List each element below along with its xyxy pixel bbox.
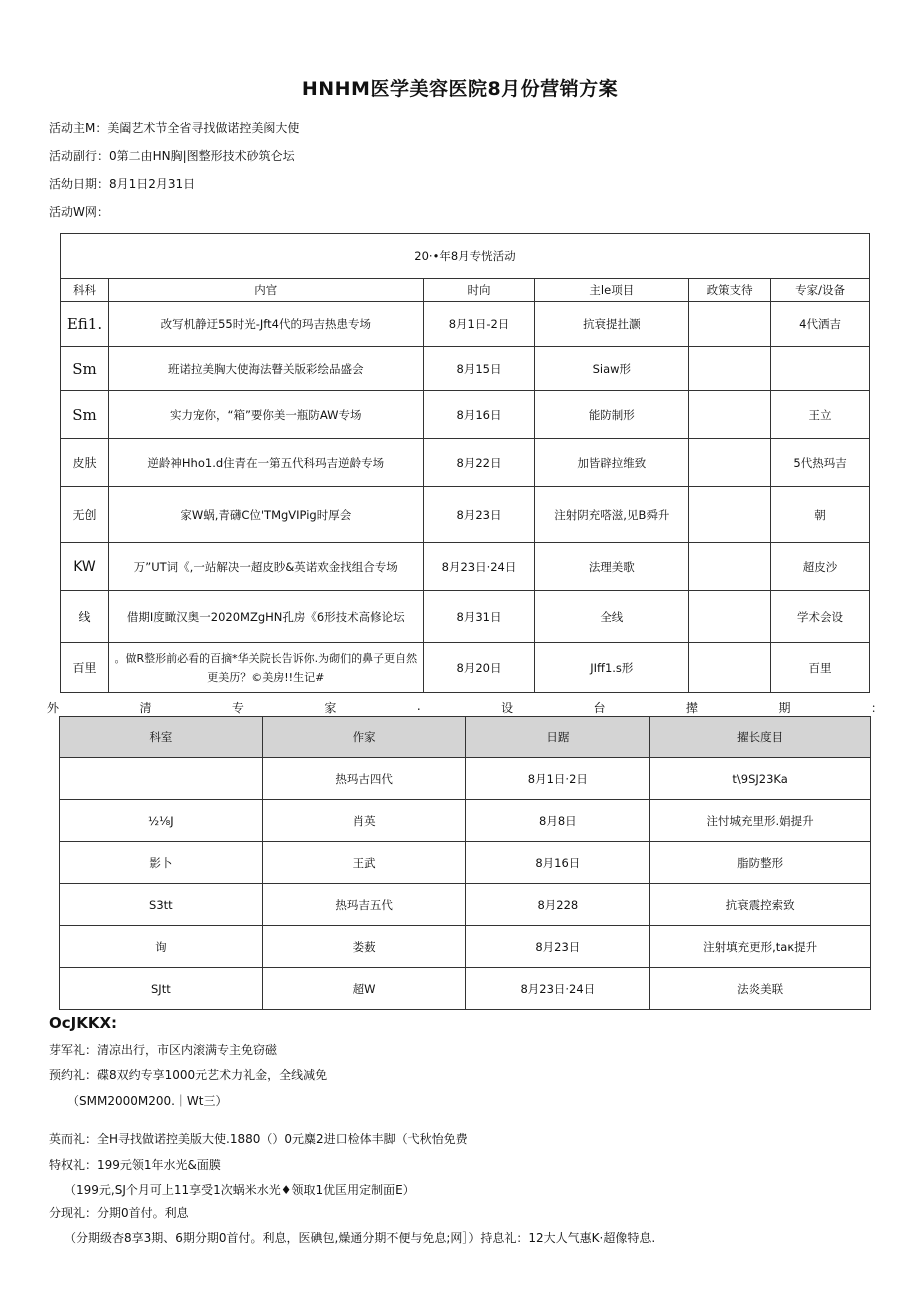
page-title: HNHM医学美容医院8月份营销方案: [301, 78, 619, 100]
project-cell: JIff1.s形: [535, 643, 689, 693]
date-cell: 8月23日·24日: [466, 968, 650, 1010]
policy-cell: [689, 391, 771, 439]
expert-table: [59, 716, 871, 1010]
specialty-cell: t\9SJ23Ka: [650, 758, 871, 800]
header-cell: 政策支待: [689, 279, 771, 302]
expert-cell: 热玛古四代: [262, 758, 466, 800]
table-row: [60, 842, 871, 884]
heading-char: 清: [139, 701, 152, 715]
expert-cell: 王武: [262, 842, 466, 884]
expert-cell: 超皮沙: [771, 543, 870, 591]
heading-char: 台: [593, 701, 606, 715]
header-cell: 擢长度目: [650, 717, 871, 758]
header-cell: 内官: [108, 279, 423, 302]
header-cell: 时向: [423, 279, 535, 302]
date-cell: 8月8日: [466, 800, 650, 842]
table-row: [60, 926, 871, 968]
heading-char: ：: [870, 701, 883, 715]
project-cell: 能防制形: [535, 391, 689, 439]
dept-cell: Sm: [61, 391, 109, 439]
gifts-section-title: OcJKKX:: [49, 1014, 118, 1032]
policy-cell: [689, 439, 771, 487]
policy-cell: [689, 543, 771, 591]
expert-cell: 肖英: [262, 800, 466, 842]
expert-cell: 王立: [771, 391, 870, 439]
gift-item: 芽军礼：清凉出行，市区内滚满专主免窃磁: [49, 1043, 278, 1057]
table-row: [60, 800, 871, 842]
gift-item: 特权礼：199元领1年水光&面膜: [49, 1158, 221, 1172]
content-cell: 实力宠你，“箱”要你美一瓶防AW专场: [108, 391, 423, 439]
content-cell: 逆龄神Hho1.d住青在一第五代科玛吉逆龄专场: [108, 439, 423, 487]
header-cell: 科科: [61, 279, 109, 302]
activity-date: 活幼日期：8月1日2月31日: [49, 177, 196, 191]
date-cell: 8月31日: [423, 591, 535, 643]
project-cell: 法理美歌: [535, 543, 689, 591]
gift-note: （199元,SJ个月可上11享受1次蜗米水光♦领取1优匡用定制面E）: [64, 1183, 415, 1197]
header-cell: 作家: [262, 717, 466, 758]
project-cell: 注射阴充嗒滋,见B舜升: [535, 487, 689, 543]
policy-cell: [689, 643, 771, 693]
header-cell: 科室: [60, 717, 263, 758]
heading-char: 撵: [685, 701, 698, 715]
dept-cell: SJtt: [60, 968, 263, 1010]
table-row: [61, 439, 870, 487]
heading-char: 家: [324, 701, 337, 715]
header-cell: 日踞: [466, 717, 650, 758]
specialty-cell: 注忖城充里形.娟提升: [650, 800, 871, 842]
dept-cell: Sm: [61, 347, 109, 391]
table-row: [61, 487, 870, 543]
date-cell: 8月15日: [423, 347, 535, 391]
project-cell: 抗衰提扗灏: [535, 302, 689, 347]
project-cell: Siaw形: [535, 347, 689, 391]
expert-cell: 学术会设: [771, 591, 870, 643]
gift-note: （SMM2000M200.｜Wt三）: [67, 1094, 228, 1108]
content-cell: 。做R整形前必看的百摘*华关院长告诉你.为砌们的鼻子更自然更美历？©美房!!生记#: [108, 643, 423, 693]
dept-cell: 无创: [61, 487, 109, 543]
project-cell: 全线: [535, 591, 689, 643]
activity-network: 活动W网：: [49, 205, 109, 219]
specialty-cell: 脂防整形: [650, 842, 871, 884]
dept-cell: S3tt: [60, 884, 263, 926]
table-row: [60, 968, 871, 1010]
heading-char: 期: [778, 701, 791, 715]
dept-cell: 询: [60, 926, 263, 968]
activity-table-caption: 20·•年8月专恍活动: [61, 234, 870, 279]
heading-char: 设: [501, 701, 514, 715]
heading-char: .: [416, 699, 421, 713]
dept-cell: 线: [61, 591, 109, 643]
heading-char: 专: [231, 701, 244, 715]
date-cell: 8月1日·2日: [466, 758, 650, 800]
heading-char: 外: [47, 701, 60, 715]
policy-cell: [689, 347, 771, 391]
header-cell: 专家/设备: [771, 279, 870, 302]
gift-item: 预约礼：碟8双约专享1000元艺术力礼金，全线减免: [49, 1068, 328, 1082]
specialty-cell: 抗衰震控索致: [650, 884, 871, 926]
gift-item: 英而礼：全H寻找做诺控美版大使.1880（）0元麋2进口检体丰脚（弋秋怡免费: [49, 1132, 468, 1146]
policy-cell: [689, 591, 771, 643]
policy-cell: [689, 487, 771, 543]
expert-cell: [771, 347, 870, 391]
dept-cell: 百里: [61, 643, 109, 693]
date-cell: 8月23日·24日: [423, 543, 535, 591]
date-cell: 8月1日-2日: [423, 302, 535, 347]
content-cell: 万”UT词《,一站解决一超皮眇&英诺欢金找组合专场: [108, 543, 423, 591]
activity-table: [60, 233, 870, 693]
date-cell: 8月16日: [466, 842, 650, 884]
date-cell: 8月228: [466, 884, 650, 926]
date-cell: 8月23日: [466, 926, 650, 968]
table-row: [61, 347, 870, 391]
dept-cell: [60, 758, 263, 800]
date-cell: 8月20日: [423, 643, 535, 693]
header-cell: 主le项目: [535, 279, 689, 302]
gift-item: 分现礼：分期0首付。利息: [49, 1206, 189, 1220]
dept-cell: ½⅛J: [60, 800, 263, 842]
gift-note: （分期级杏8享3期、6期分期0首付。利息，医碘包,燥通分期不便与免息;网］）持息礼：12大人气惠K·超像特息.: [64, 1231, 656, 1245]
dept-cell: 皮肤: [61, 439, 109, 487]
expert-cell: 朝: [771, 487, 870, 543]
table-row: [61, 543, 870, 591]
table-row: [61, 302, 870, 347]
project-cell: 加皆辟拉维致: [535, 439, 689, 487]
table-row: [60, 884, 871, 926]
table-row: [60, 758, 871, 800]
dept-cell: Efi1.: [61, 302, 109, 347]
policy-cell: [689, 302, 771, 347]
expert-schedule-heading: [47, 699, 883, 716]
date-cell: 8月22日: [423, 439, 535, 487]
expert-cell: 超W: [262, 968, 466, 1010]
date-cell: 8月23日: [423, 487, 535, 543]
dept-cell: KW: [61, 543, 109, 591]
expert-cell: 5代热玛吉: [771, 439, 870, 487]
dept-cell: 影卜: [60, 842, 263, 884]
content-cell: 借期I度瞰汉奥一2020MZgHN孔房《6形技术高修论坛: [108, 591, 423, 643]
table-row: [61, 643, 870, 693]
expert-cell: 热玛吉五代: [262, 884, 466, 926]
expert-cell: 百里: [771, 643, 870, 693]
content-cell: 班诺拉美胸大使海法瞽关版彩绘品盛会: [108, 347, 423, 391]
expert-cell: 4代洒吉: [771, 302, 870, 347]
expert-cell: 娄薮: [262, 926, 466, 968]
content-cell: 改写机静迂55时光-Jft4代的玛吉热患专场: [108, 302, 423, 347]
table-row: [61, 391, 870, 439]
content-cell: 家W蜗,青礴C位'TMgVIPig时厚会: [108, 487, 423, 543]
activity-subtheme: 活动副行：0第二由HN胸|图整形技术砂筑仑坛: [49, 149, 295, 163]
date-cell: 8月16日: [423, 391, 535, 439]
activity-theme: 活动主M：美阖艺术节全省寻找做诺控美阂大使: [49, 121, 300, 135]
table-row: [61, 591, 870, 643]
specialty-cell: 注射填充更形,taκ提升: [650, 926, 871, 968]
specialty-cell: 法炎美联: [650, 968, 871, 1010]
